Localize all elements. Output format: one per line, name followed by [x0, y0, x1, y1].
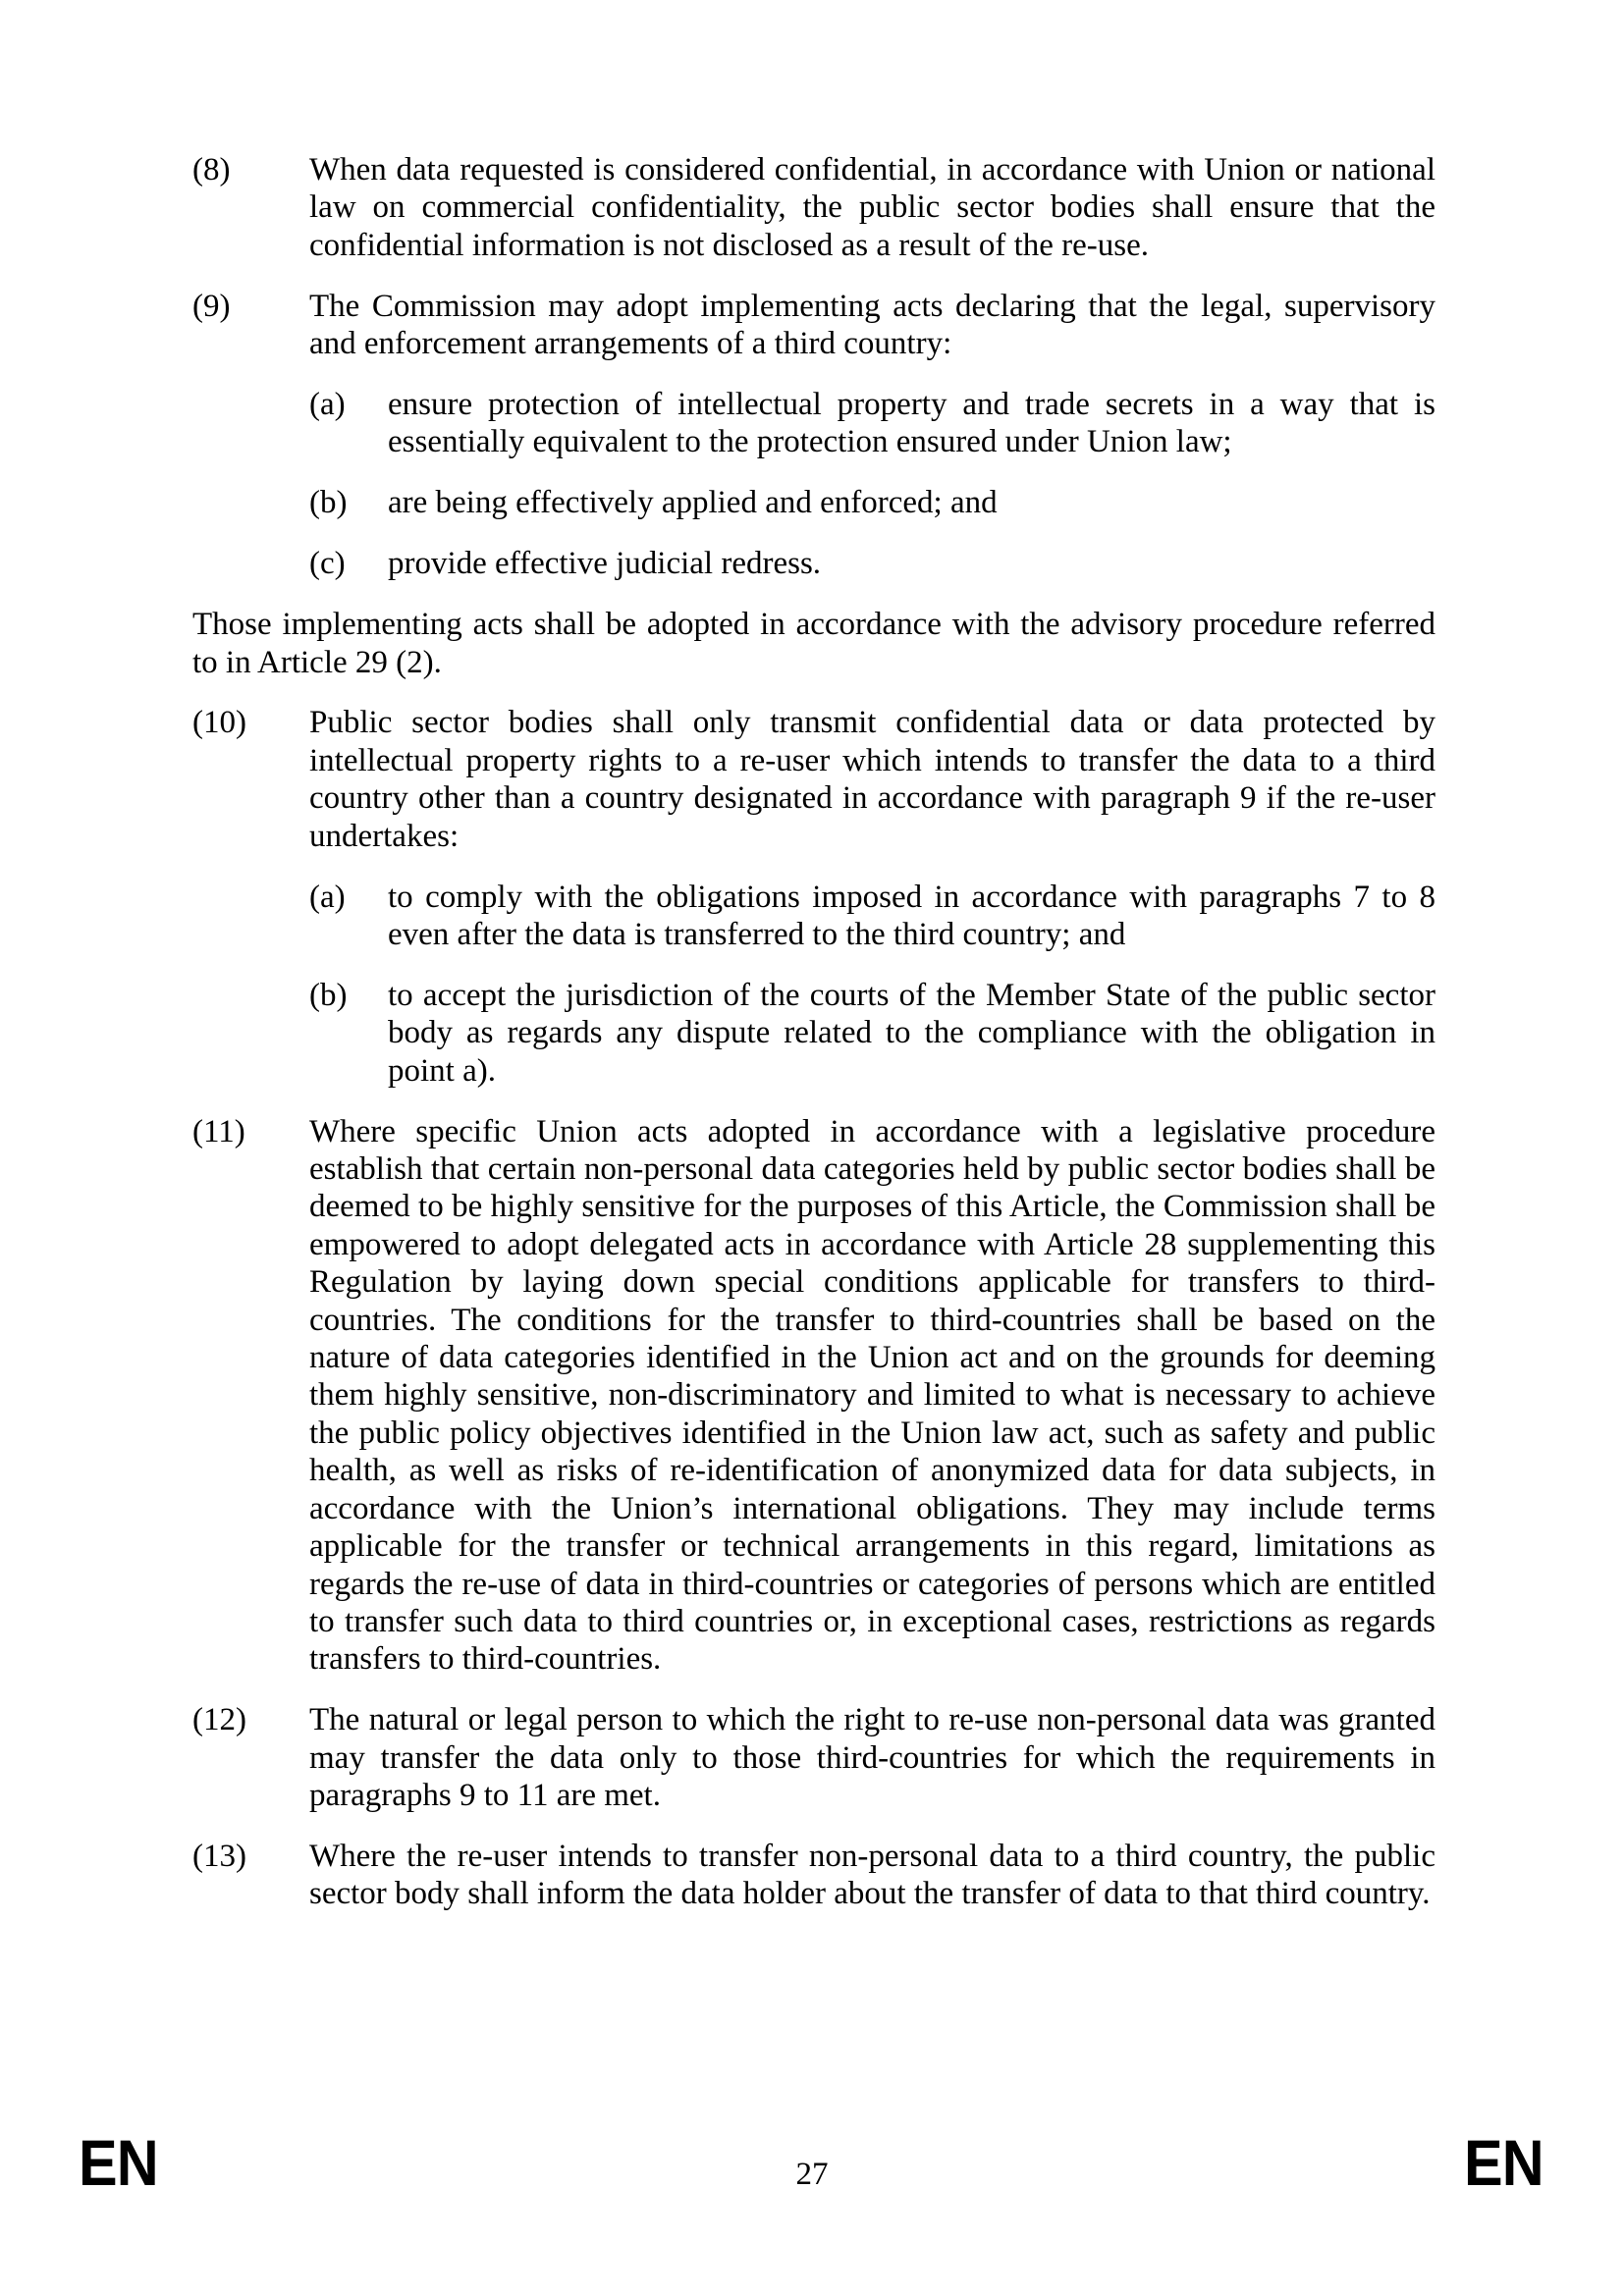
paragraph-text: Where the re-user intends to transfer non-personal data to a third country, the public sector body shall inform the data holder about the transfer of data to that third country.: [309, 1838, 1435, 1912]
footer-language-code-left: EN: [79, 2126, 158, 2199]
document-body: [192, 151, 1435, 1936]
sub-item: [309, 977, 1435, 1090]
sub-item-text: provide effective judicial redress.: [388, 546, 822, 582]
flush-paragraph: Those implementing acts shall be adopted in accordance with the advisory procedure referred to in Article 29 (2).: [192, 607, 1435, 680]
paragraph-number: (8): [192, 152, 231, 187]
paragraph-item: [192, 151, 1435, 264]
paragraph-body: [309, 704, 1435, 1090]
paragraph-item: [192, 704, 1435, 1090]
paragraph-item: [192, 1701, 1435, 1814]
paragraph-body: [309, 1113, 1435, 1679]
paragraph-number: (12): [192, 1702, 246, 1738]
paragraph-item: [192, 1838, 1435, 1913]
sub-item-text: are being effectively applied and enforced; and: [388, 485, 998, 521]
footer-language-code-right: EN: [1464, 2126, 1543, 2199]
sub-item-letter: (c): [309, 546, 346, 582]
paragraph-text: Where specific Union acts adopted in accordance with a legislative procedure establish that certain non-personal data categories held by public sector bodies shall be deemed to be highly sensitive for the purposes of this Article, the Commission shall be empowered to adopt delegated acts in accordance with Article 28 supplementing this Regulation by laying down special conditions applicable for transfers to third-countries. The conditions for the transfer to third-countries shall be based on the nature of data categories identified in the Union act and on the grounds for deeming them highly sensitive, non-discriminatory and limited to what is necessary to achieve the public policy objectives identified in the Union law act, such as safety and public health, as well as risks of re-identification of anonymized data for data subjects, in accordance with the Union’s international obligations. They may include terms applicable for the transfer or technical arrangements in this regard, limitations as regards the re-use of data in third-countries or categories of persons which are entitled to transfer such data to third countries or, in exceptional cases, restrictions as regards transfers to third-countries.: [309, 1113, 1435, 1678]
paragraph-number: (13): [192, 1838, 246, 1874]
paragraph-text: The natural or legal person to which the right to re-use non-personal data was granted may transfer the data only to those third-countries for which the requirements in paragraphs 9 to 11 are met.: [309, 1702, 1435, 1814]
paragraph-item: [192, 1113, 1435, 1679]
paragraph-body: [309, 1838, 1435, 1913]
sub-item: [309, 879, 1435, 954]
sub-item-letter: (b): [309, 977, 348, 1013]
sub-item: [309, 484, 1435, 521]
sub-item-letter: (a): [309, 879, 346, 915]
sub-item-text: ensure protection of intellectual property and trade secrets in a way that is essentially equivalent to the protection ensured under Union law;: [388, 387, 1435, 460]
paragraph-number: (11): [192, 1113, 245, 1149]
sub-item-text: to comply with the obligations imposed in accordance with paragraphs 7 to 8 even after the data is transferred to the third country; and: [388, 879, 1435, 952]
paragraph-text: When data requested is considered confidential, in accordance with Union or national law on commercial confidentiality, the public sector bodies shall ensure that the confidential information is not disclosed as a result of the re-use.: [309, 152, 1435, 263]
sub-item-letter: (a): [309, 387, 346, 423]
paragraph-body: [309, 1701, 1435, 1814]
sub-item: [309, 386, 1435, 461]
page-number: 27: [795, 2157, 829, 2192]
paragraph-item: [192, 288, 1435, 583]
paragraph-body: [309, 288, 1435, 583]
sub-item-letter: (b): [309, 485, 348, 521]
paragraph-text: Public sector bodies shall only transmit confidential data or data protected by intellectual property rights to a re-user which intends to transfer the data to a third country other than a country designated in accordance with paragraph 9 if the re-user undertakes:: [309, 705, 1435, 854]
sub-item: [309, 545, 1435, 582]
paragraph-number: (9): [192, 288, 231, 324]
sub-item-text: to accept the jurisdiction of the courts of the Member State of the public sector body as regards any dispute related to the compliance with the obligation in point a).: [388, 977, 1435, 1089]
paragraph-body: [309, 151, 1435, 264]
paragraph-number: (10): [192, 705, 246, 741]
paragraph-text: The Commission may adopt implementing acts declaring that the legal, supervisory and enforcement arrangements of a third country:: [309, 288, 1435, 362]
